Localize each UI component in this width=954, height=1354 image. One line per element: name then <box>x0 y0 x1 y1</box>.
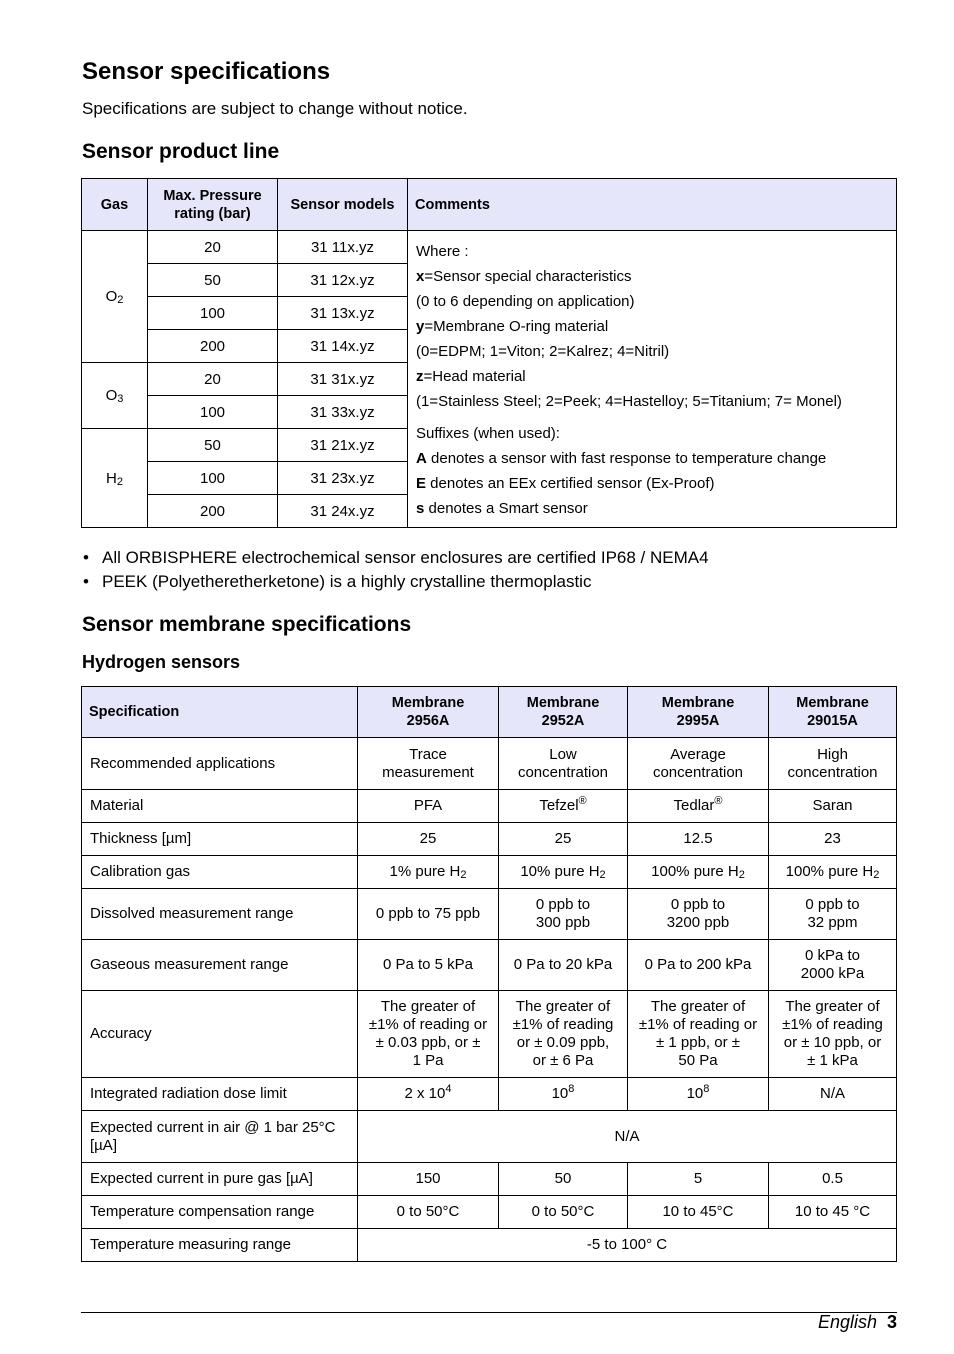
header-comments: Comments <box>408 179 897 231</box>
table-cell: 0.5 <box>769 1163 897 1196</box>
table-cell: 1% pure $H_2$ <box>358 856 499 889</box>
table-cell: 10% pure $H_2$ <box>499 856 628 889</box>
model-cell: 31 24x.yz <box>278 495 408 528</box>
model-cell: 31 12x.yz <box>278 264 408 297</box>
subsection-heading-hydrogen: Hydrogen sensors <box>82 652 241 672</box>
comments-cell: Where : x=Sensor special characteristics (0 to 6 depending on application) y=Membrane O-ring material (0=EDPM; 1=Viton; 2=Kalrez; 4=Nitril) z=Head material (1=Stainless Steel; 2=Peek; 4=Hastelloy; 5=Titanium; 7= Monel) Suffixes (when used): A denotes a sensor with fast response to temperature change E denotes an EEx certified sensor (Ex-Proof) s denotes a Smart sensor <box>408 231 897 528</box>
pressure-cell: 100 <box>148 396 278 429</box>
table-cell: Saran <box>769 790 897 823</box>
table-row <box>82 1196 897 1229</box>
pressure-cell: 100 <box>148 462 278 495</box>
table-cell: 0 to 50°C <box>358 1196 499 1229</box>
section-heading-product-line: Sensor product line <box>82 140 280 163</box>
table-cell: 0 Pa to 200 kPa <box>628 940 769 991</box>
pressure-cell: 20 <box>148 231 278 264</box>
pressure-cell: 50 <box>148 429 278 462</box>
pressure-cell: 50 <box>148 264 278 297</box>
table-cell: 0 Pa to 20 kPa <box>499 940 628 991</box>
table-cell: 0 ppb to 3200 ppb <box>628 889 769 940</box>
row-label: Temperature compensation range <box>82 1196 358 1229</box>
table-cell: PFA <box>358 790 499 823</box>
row-label: Temperature measuring range <box>82 1229 358 1262</box>
table-row <box>82 889 897 940</box>
table-cell: Low concentration <box>499 738 628 790</box>
membrane-spec-table <box>81 686 897 1262</box>
table-cell: 10 to 45°C <box>628 1196 769 1229</box>
table-row <box>82 738 897 790</box>
header-membrane-2995a: Membrane 2995A <box>628 687 769 738</box>
table-cell: 0 kPa to 2000 kPa <box>769 940 897 991</box>
table-cell: 100% pure $H_2$ <box>628 856 769 889</box>
header-membrane-29015a: Membrane 29015A <box>769 687 897 738</box>
row-label: Dissolved measurement range <box>82 889 358 940</box>
row-label: Accuracy <box>82 991 358 1078</box>
table-cell: 25 <box>358 823 499 856</box>
table-cell: 0 ppb to 32 ppm <box>769 889 897 940</box>
row-label: Expected current in air @ 1 bar 25°C [µA] <box>82 1111 358 1163</box>
table-cell: The greater of ±1% of reading or ± 0.09 ppb, or ± 6 Pa <box>499 991 628 1078</box>
table-cell: The greater of ±1% of reading or ± 1 ppb, or ± 50 Pa <box>628 991 769 1078</box>
page-title: Sensor specifications <box>82 58 331 85</box>
row-label: Recommended applications <box>82 738 358 790</box>
table-cell: $10^8$ <box>499 1078 628 1111</box>
list-item: • PEEK (Polyetheretherketone) is a highly crystalline thermoplastic <box>82 570 709 594</box>
header-pressure: Max. Pressure rating (bar) <box>148 179 278 231</box>
table-cell: 0 to 50°C <box>499 1196 628 1229</box>
row-label: Thickness [µm] <box>82 823 358 856</box>
table-cell: Tedlar® <box>628 790 769 823</box>
table-cell: High concentration <box>769 738 897 790</box>
pressure-cell: 20 <box>148 363 278 396</box>
table-row <box>82 231 897 264</box>
table-cell: 150 <box>358 1163 499 1196</box>
model-cell: 31 23x.yz <box>278 462 408 495</box>
table-cell: 25 <box>499 823 628 856</box>
table-row <box>82 856 897 889</box>
table-cell: Average concentration <box>628 738 769 790</box>
table-header-row <box>82 179 897 231</box>
table-row <box>82 1229 897 1262</box>
model-cell: 31 31x.yz <box>278 363 408 396</box>
table-cell: -5 to 100° C <box>358 1229 897 1262</box>
model-cell: 31 13x.yz <box>278 297 408 330</box>
list-item: • All ORBISPHERE electrochemical sensor enclosures are certified IP68 / NEMA4 <box>82 546 709 570</box>
table-cell: N/A <box>358 1111 897 1163</box>
table-row <box>82 940 897 991</box>
header-gas: Gas <box>82 179 148 231</box>
page-footer <box>818 1312 897 1333</box>
gas-o2: $O_2$ <box>82 231 148 363</box>
table-cell: $10^8$ <box>628 1078 769 1111</box>
table-row <box>82 1078 897 1111</box>
intro-text: Specifications are subject to change without notice. <box>82 99 468 118</box>
table-cell: 23 <box>769 823 897 856</box>
header-membrane-2952a: Membrane 2952A <box>499 687 628 738</box>
bullet-list <box>82 546 709 594</box>
model-cell: 31 14x.yz <box>278 330 408 363</box>
row-label: Integrated radiation dose limit <box>82 1078 358 1111</box>
table-cell: 0 Pa to 5 kPa <box>358 940 499 991</box>
table-cell: The greater of ±1% of reading or ± 0.03 ppb, or ± 1 Pa <box>358 991 499 1078</box>
gas-o3: $O_3$ <box>82 363 148 429</box>
table-cell: Trace measurement <box>358 738 499 790</box>
table-cell: Tefzel® <box>499 790 628 823</box>
page-number: 3 <box>886 1312 897 1332</box>
table-row <box>82 1111 897 1163</box>
header-specification: Specification <box>82 687 358 738</box>
header-models: Sensor models <box>278 179 408 231</box>
table-header-row <box>82 687 897 738</box>
table-row <box>82 790 897 823</box>
table-cell: 100% pure $H_2$ <box>769 856 897 889</box>
model-cell: 31 33x.yz <box>278 396 408 429</box>
footer-divider <box>81 1312 897 1313</box>
pressure-cell: 200 <box>148 330 278 363</box>
table-cell: 10 to 45 °C <box>769 1196 897 1229</box>
table-cell: 5 <box>628 1163 769 1196</box>
footer-language: English <box>817 1312 877 1332</box>
table-cell: 50 <box>499 1163 628 1196</box>
table-cell: N/A <box>769 1078 897 1111</box>
table-row <box>82 1163 897 1196</box>
pressure-cell: 200 <box>148 495 278 528</box>
table-row <box>82 991 897 1078</box>
row-label: Gaseous measurement range <box>82 940 358 991</box>
section-heading-membrane: Sensor membrane specifications <box>82 613 412 636</box>
table-cell: 2 x $10^4$ <box>358 1078 499 1111</box>
model-cell: 31 21x.yz <box>278 429 408 462</box>
row-label: Calibration gas <box>82 856 358 889</box>
product-line-table <box>81 178 897 528</box>
table-cell: 12.5 <box>628 823 769 856</box>
model-cell: 31 11x.yz <box>278 231 408 264</box>
header-membrane-2956a: Membrane 2956A <box>358 687 499 738</box>
gas-h2: $H_2$ <box>82 429 148 528</box>
row-label: Expected current in pure gas [µA] <box>82 1163 358 1196</box>
pressure-cell: 100 <box>148 297 278 330</box>
table-row <box>82 823 897 856</box>
table-cell: 0 ppb to 300 ppb <box>499 889 628 940</box>
table-cell: 0 ppb to 75 ppb <box>358 889 499 940</box>
row-label: Material <box>82 790 358 823</box>
table-cell: The greater of ±1% of reading or ± 10 ppb, or ± 1 kPa <box>769 991 897 1078</box>
